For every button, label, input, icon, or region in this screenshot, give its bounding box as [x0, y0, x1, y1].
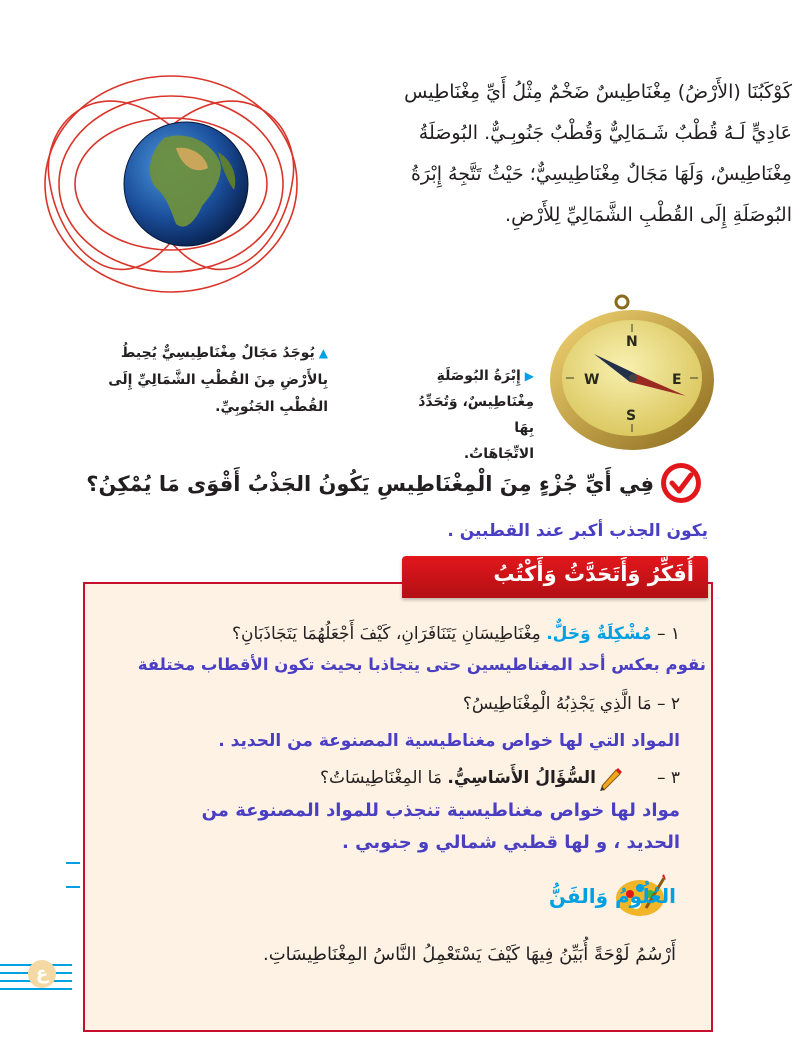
- section-banner: [402, 556, 708, 598]
- intro-paragraph: [322, 72, 792, 236]
- answer-2: المواد التي لها خواص مغناطيسية المصنوعة من الحديد .: [218, 731, 680, 751]
- compass-caption: ▶إِبْرَةُ البُوصَلَةِ مِغْنَاطِيسٌ، وَتُحَدِّدُ بِهَا الاتِّجَاهَاتُ.: [418, 368, 534, 462]
- question-2: ٢ – مَا الَّذِي يَجْذِبُهُ الْمِغْنَاطِيسُ؟: [462, 694, 680, 714]
- earth-globe-icon: [36, 56, 306, 316]
- question-3-label: السُّؤَالُ الأَسَاسِيُّ.: [447, 768, 596, 788]
- caption-pointer-icon: ▶: [524, 369, 534, 383]
- section-title: أُفَكِّرُ وَأَتَحَدَّثُ وَأَكْتُبُ: [493, 562, 694, 586]
- science-art-text: أَرْسُمُ لَوْحَةً أُبَيِّنُ فِيهَا كَيْفَ يَسْتَعْمِلُ النَّاسُ المِغْنَاطِيسَاتِ.: [262, 944, 676, 965]
- check-question: فِي أَيِّ جُزْءٍ مِنَ الْمِغْنَاطِيسِ يَكُونُ الجَذْبُ أَقْوَى مَا يُمْكِنُ؟: [86, 472, 654, 496]
- compass-letter-w: W: [584, 372, 600, 388]
- check-icon: [660, 462, 702, 504]
- question-3-number: ٣ –: [656, 768, 680, 788]
- compass-icon: [532, 294, 732, 454]
- intro-line: البُوصَلَةِ إِلَى القُطْبِ الشَّمَالِيِّ لِلأَرْضِ.: [505, 204, 792, 226]
- question-3: السُّؤَالُ الأَسَاسِيُّ. مَا المِغْنَاطِيسَاتُ؟: [319, 768, 596, 788]
- intro-line: كَوْكَبُنَا (الأَرْضُ) مِغْنَاطِيسٌ ضَخْمٌ مِثْلُ أَيِّ مِغْنَاطِيس: [404, 81, 792, 103]
- edge-mark: [66, 886, 80, 888]
- compass-illustration: [532, 294, 732, 454]
- page-marker: ع: [28, 960, 56, 988]
- compass-letter-e: E: [672, 372, 682, 388]
- compass-letter-n: N: [626, 334, 638, 350]
- edge-mark: [66, 862, 80, 864]
- caption-pointer-icon: ▲: [318, 346, 328, 360]
- compass-letter-s: S: [626, 408, 637, 424]
- question-1: ١ – مُشْكِلَةٌ وَحَلٌّ. مِغْنَاطِيسَانِ يَتَنَافَرَانِ، كَيْفَ أَجْعَلُهُمَا يَتَجَاذَبَانِ؟: [231, 624, 680, 644]
- answer-3-line-2: الحديد ، و لها قطبي شمالي و جنوبي .: [342, 832, 680, 853]
- check-answer: يكون الجذب أكبر عند القطبين .: [447, 521, 708, 541]
- intro-line: مِغْنَاطِيسٌ، وَلَهَا مَجَالٌ مِغْنَاطِيسِيٌّ؛ حَيْثُ تَتَّجِهُ إِبْرَةُ: [410, 163, 792, 185]
- earth-magnetic-field-illustration: [36, 56, 306, 316]
- pencil-icon: [598, 766, 624, 792]
- science-art-heading: العُلُومُ وَالفَنُّ: [548, 884, 676, 908]
- question-1-label: مُشْكِلَةٌ وَحَلٌّ.: [546, 624, 652, 644]
- answer-3-line-1: مواد لها خواص مغناطيسية تنجذب للمواد المصنوعة من: [201, 800, 680, 821]
- intro-line: عَادِيٍّ لَـهُ قُطْبٌ شَـمَالِيٌّ وَقُطْبٌ جَنُوبِـيٌّ. البُوصَلَةُ: [418, 122, 792, 144]
- globe-caption: ▲يُوجَدُ مَجَالٌ مِغْنَاطِيسِيٌّ يُحِيطُ بِالأَرْضِ مِنَ القُطْبِ الشَّمَالِيِّ إِلَى القُطْبِ الجَنُوبِيِّ.: [108, 345, 328, 415]
- answer-1: نقوم بعكس أحد المغناطيسين حتى يتجاذبا بحيث تكون الأقطاب مختلفة: [137, 655, 706, 674]
